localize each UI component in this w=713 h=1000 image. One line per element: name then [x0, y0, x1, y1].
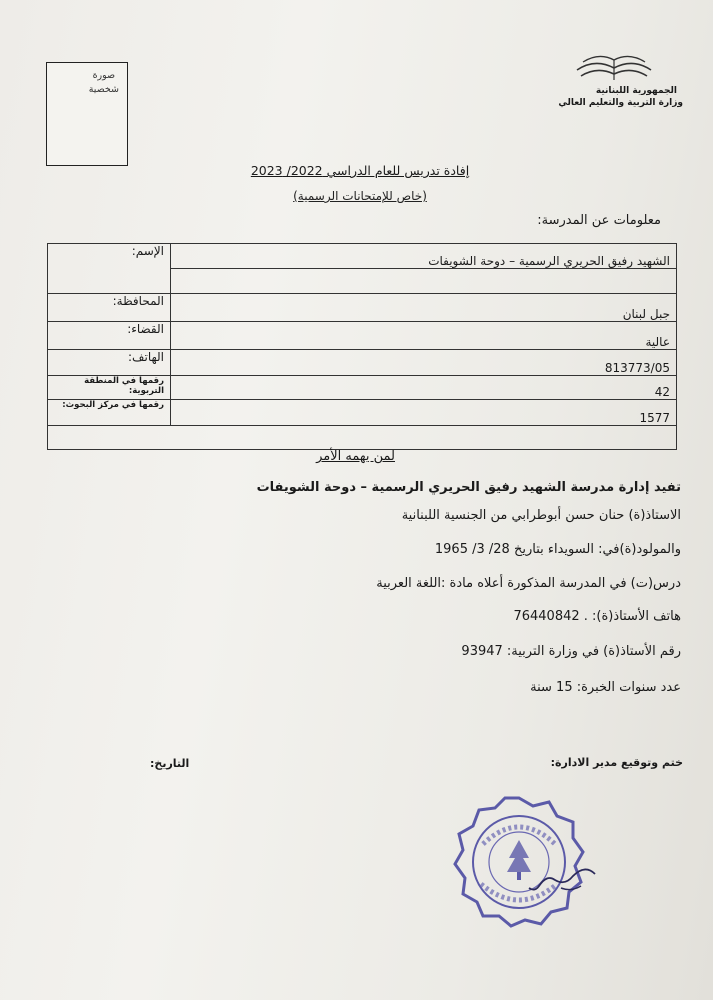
edu-region-number-label: رقمها في المنطقة التربوية:	[48, 376, 171, 400]
document-subtitle: (خاص للإمتحانات الرسمية)	[293, 189, 427, 203]
letter-line-7: عدد سنوات الخبرة: 15 سنة	[530, 680, 681, 695]
handwritten-signature-icon	[525, 860, 605, 900]
governorate-label: المحافظة:	[48, 294, 171, 322]
personal-photo-box	[46, 62, 128, 166]
letter-line-4: درس(ت) في المدرسة المذكورة أعلاه مادة :اللغة العربية	[376, 576, 681, 591]
ministry-line2: وزارة التربية والتعليم العالي	[558, 98, 683, 108]
research-center-number-value: 1577	[171, 400, 677, 426]
district-value: عالية	[171, 322, 677, 350]
table-row	[48, 376, 677, 400]
to-whom-heading: لمن يهمه الأمر	[316, 449, 395, 464]
edu-region-number-value: 42	[171, 376, 677, 400]
letter-line-2: الاستاذ(ة) حنان حسن أبوطرابي من الجنسية اللبنانية	[401, 508, 681, 523]
letter-line-6: رقم الأستاذ(ة) في وزارة التربية: 93947	[461, 644, 681, 659]
ministry-line1: الجمهورية اللبنانية	[595, 86, 677, 96]
ministry-book-logo-icon	[573, 50, 655, 84]
signature-label: ختم وتوقيع مدير الادارة:	[550, 756, 683, 769]
letter-line1-text: تفيد إدارة مدرسة الشهيد رفيق الحريري الرسمية – دوحة الشويفات	[256, 480, 681, 495]
document-title: إفادة تدريس للعام الدراسي 2022/ 2023	[250, 163, 470, 178]
letter-line-1	[257, 480, 681, 495]
photo-label-line2: شخصية	[88, 84, 119, 95]
letter-line-5: هاتف الأستاذ(ة): . 76440842	[513, 609, 681, 624]
school-info-table	[47, 243, 677, 450]
district-label: القضاء:	[48, 322, 171, 350]
table-row	[48, 350, 677, 376]
date-label: التاريخ:	[150, 757, 190, 770]
name-value: الشهيد رفيق الحريري الرسمية – دوحة الشويفات	[171, 244, 677, 269]
table-row	[48, 244, 677, 269]
ministry-header	[523, 50, 683, 110]
table-row	[48, 294, 677, 322]
phone-label: الهاتف:	[48, 350, 171, 376]
table-row	[48, 400, 677, 426]
name-label: الإسم:	[48, 244, 171, 294]
photo-label-line1: صورة	[92, 70, 116, 81]
phone-value: 813773/05	[171, 350, 677, 376]
table-row	[48, 426, 677, 450]
research-center-number-label: رقمها في مركز البحوث:	[48, 400, 171, 426]
governorate-value: جبل لبنان	[171, 294, 677, 322]
table-row	[48, 322, 677, 350]
letter-line-3: والمولود(ة)في: السويداء بتاريخ 28/ 3/ 1965	[434, 542, 681, 557]
school-info-title: معلومات عن المدرسة:	[537, 213, 661, 228]
